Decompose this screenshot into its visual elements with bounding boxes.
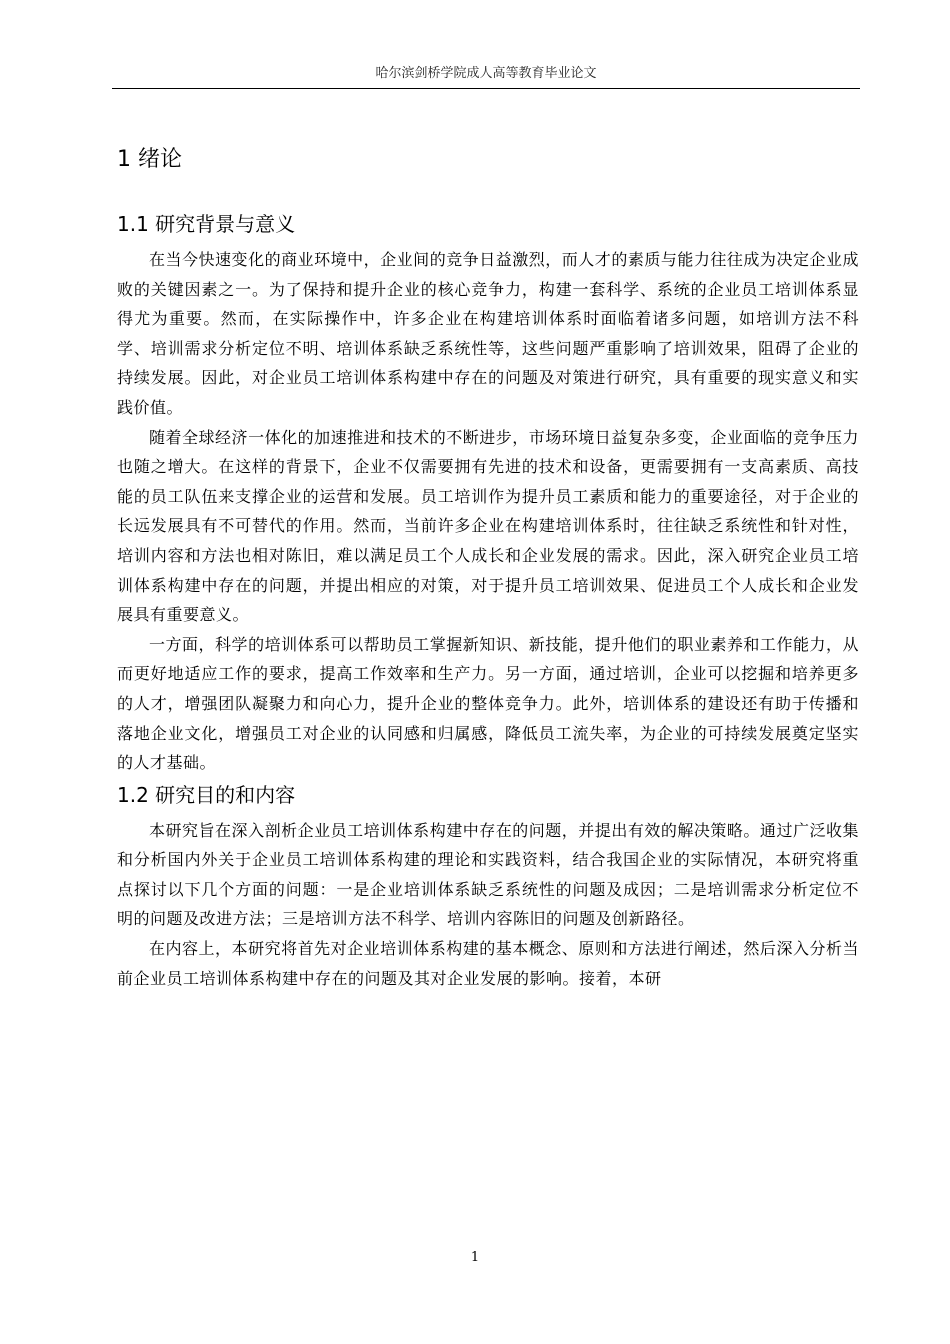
section-title-1-2: 1.2 研究目的和内容 [117, 782, 296, 807]
page-number: 1 [470, 1250, 480, 1265]
header-title: 哈尔滨剑桥学院成人高等教育毕业论文 [375, 66, 597, 81]
document-body [117, 140, 859, 993]
paragraph: 随着全球经济一体化的加速推进和技术的不断进步，市场环境日益复杂多变，企业面临的竞争压力也随之增大。在这样的背景下，企业不仅需要拥有先进的技术和设备，更需要拥有一支高素质、高技能的员工队伍来支撑企业的运营和发展。员工培训作为提升员工素质和能力的重要途径，对于企业的长远发展具有不可替代的作用。然而，当前许多企业在构建培训体系时，往往缺乏系统性和针对性，培训内容和方法也相对陈旧，难以满足员工个人成长和企业发展的需求。因此，深入研究企业员工培训体系构建中存在的问题，并提出相应的对策，对于提升员工培训效果、促进员工个人成长和企业发展具有重要意义。 [117, 427, 859, 625]
paragraph: 在内容上，本研究将首先对企业培训体系构建的基本概念、原则和方法进行阐述，然后深入分析当前企业员工培训体系构建中存在的问题及其对企业发展的影响。接着，本研 [117, 939, 859, 988]
section-title-1-1: 1.1 研究背景与意义 [117, 212, 296, 236]
chapter-title: 1 绪论 [117, 147, 182, 172]
paragraph: 一方面，科学的培训体系可以帮助员工掌握新知识、新技能，提升他们的职业素养和工作能力，从而更好地适应工作的要求，提高工作效率和生产力。另一方面，通过培训，企业可以挖掘和培养更多的人才，增强团队凝聚力和向心力，提升企业的整体竞争力。此外，培训体系的建设还有助于传播和落地企业文化，增强员工对企业的认同感和归属感，降低员工流失率，为企业的可持续发展奠定坚实的人才基础。 [117, 634, 859, 773]
paragraph: 在当今快速变化的商业环境中，企业间的竞争日益激烈，而人才的素质与能力往往成为决定企业成败的关键因素之一。为了保持和提升企业的核心竞争力，构建一套科学、系统的企业员工培训体系显得尤为重要。然而，在实际操作中，许多企业在构建培训体系时面临着诸多问题，如培训方法不科学、培训需求分析定位不明、培训体系缺乏系统性等，这些问题严重影响了培训效果，阻碍了企业的持续发展。因此，对企业员工培训体系构建中存在的问题及对策进行研究，具有重要的现实意义和实践价值。 [117, 250, 859, 417]
page-header [112, 64, 860, 89]
paragraph: 本研究旨在深入剖析企业员工培训体系构建中存在的问题，并提出有效的解决策略。通过广泛收集和分析国内外关于企业员工培训体系构建的理论和实践资料，结合我国企业的实际情况，本研究将重点探讨以下几个方面的问题：一是企业培训体系缺乏系统性的问题及成因；二是培训需求分析定位不明的问题及改进方法；三是培训方法不科学、培训内容陈旧的问题及创新路径。 [117, 820, 859, 929]
